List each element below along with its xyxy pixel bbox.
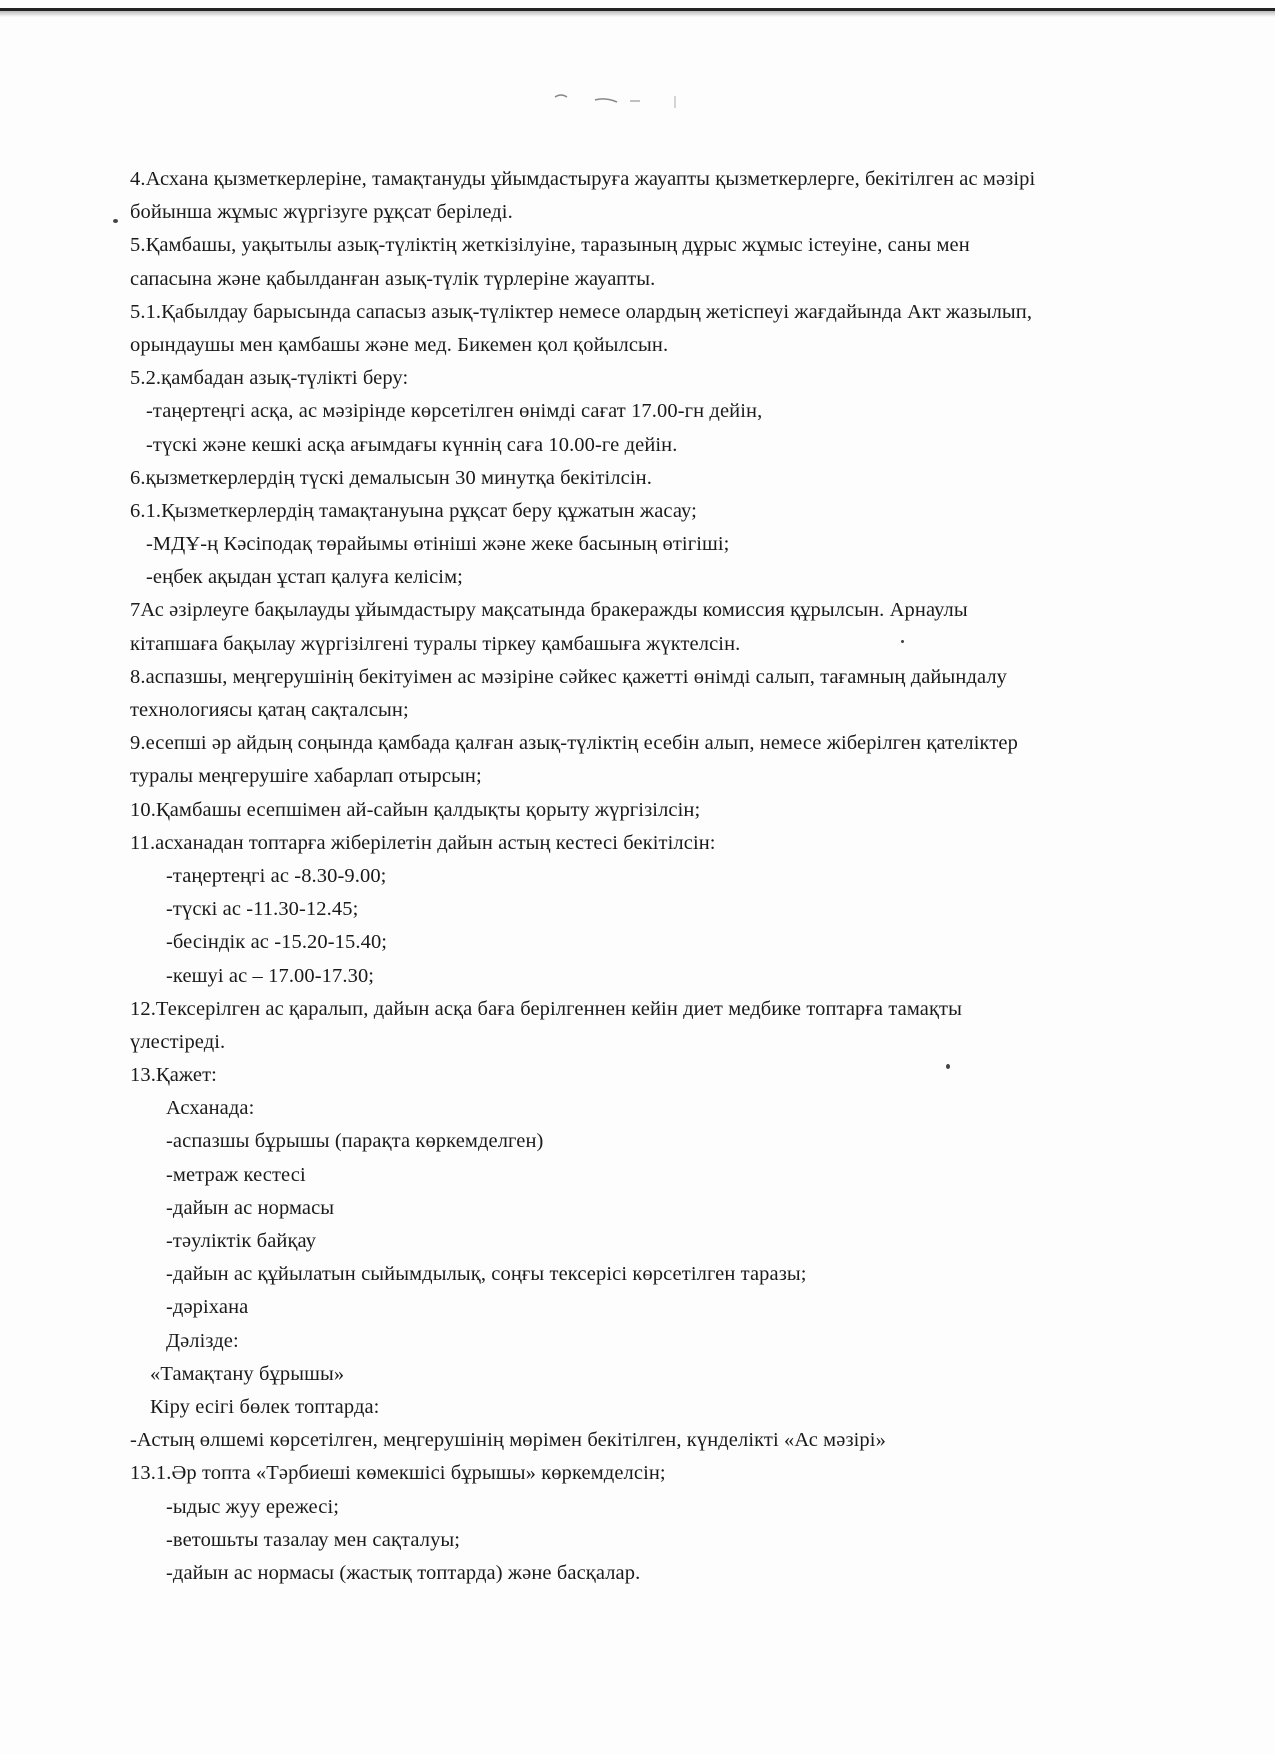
document-line: 7Ас әзірлеуге бақылауды ұйымдастыру мақсатында бракеражды комиссия құрылсын. Арнаулы [130,599,968,622]
document-line: -бесіндік ас -15.20-15.40; [166,931,388,954]
document-line: 5.1.Қабылдау барысында сапасыз азық-түліктер немесе олардың жетіспеуі жағдайында Акт жазылып, [130,300,1033,323]
document-line: 5.2.қамбадан азық-түлікті беру: [130,367,409,390]
scan-top-shadow [0,11,1275,17]
document-line: туралы меңгерушіге хабарлап отырсын; [130,765,482,788]
document-line: кітапшаға бақылау жүргізілгені туралы тіркеу қамбашыға жүктелсін. [130,632,741,655]
document-line: -дайын ас нормасы (жастық топтарда) және басқалар. [166,1561,641,1584]
document-line: -еңбек ақыдан ұстап қалуға келісім; [146,566,463,589]
document-line: сапасына және қабылданған азық-түлік түрлеріне жауапты. [130,267,656,290]
document-line: 9.есепші әр айдың соңында қамбада қалған азық-түліктің есебін алып, немесе жіберілген қателіктер [130,732,1018,755]
document-body [130,163,1240,1590]
document-line: Асханада: [166,1097,255,1120]
document-line: 5.Қамбашы, уақытылы азық-түліктің жеткізілуіне, таразының дұрыс жұмыс істеуіне, саны мен [130,234,970,257]
document-line: -ыдыс жуу ережесі; [166,1495,340,1518]
document-line: «Тамақтану бұрышы» [150,1362,345,1385]
document-line: үлестіреді. [130,1030,226,1053]
document-line: 6.қызметкерлердің түскі демалысын 30 минутқа бекітілсін. [130,466,652,489]
document-line: 6.1.Қызметкерлердің тамақтануына рұқсат беру құжатын жасау; [130,499,697,522]
document-line: 8.аспазшы, меңгерушінің бекітуімен ас мәзіріне сәйкес қажетті өнімді салып, тағамның дайындалу [130,665,1008,688]
document-line: -түскі ас -11.30-12.45; [166,898,359,921]
document-line: -метраж кестесі [166,1163,306,1186]
document-line: -ветошьты тазалау мен сақталуы; [166,1528,461,1551]
document-line: орындаушы мен қамбашы және мед. Бикемен қол қойылсын. [130,333,669,356]
document-line: -таңертеңгі ас -8.30-9.00; [166,864,387,887]
scan-speck [113,219,118,223]
document-line: 10.Қамбашы есепшімен ай-сайын қалдықты қорыту жүргізілсін; [130,798,701,821]
document-line: 4.Асхана қызметкерлеріне, тамақтануды ұйымдастыруға жауапты қызметкерлерге, бекітілген ас мәзірі [130,168,1036,190]
document-line: -дәріхана [166,1296,249,1319]
document-line: 12.Тексерілген ас қаралып, дайын асқа баға берілгеннен кейін диет медбике топтарға тамақты [130,997,962,1020]
document-line: 13.Қажет: [130,1064,217,1087]
document-line: -таңертеңгі асқа, ас мәзірінде көрсетілген өнімді сағат 17.00-гн дейін, [146,400,763,423]
document-line: технологиясы қатаң сақталсын; [130,699,409,721]
document-line: Кіру есігі бөлек топтарда: [150,1395,380,1418]
document-line: -Астың өлшемі көрсетілген, меңгерушінің мөрімен бекітілген, күнделікті «Ас мәзірі» [130,1429,886,1452]
document-line: -аспазшы бұрышы (парақта көркемделген) [166,1130,544,1153]
scan-smudge-marks [535,92,735,112]
document-line: -кешуі ас – 17.00-17.30; [166,964,375,987]
document-line: -МДҰ-ң Кәсіподақ төрайымы өтініші және жеке басының өтігіші; [146,533,730,556]
document-line: -дайын ас нормасы [166,1196,335,1219]
document-line: 11.асханадан топтарға жіберілетін дайын астың кестесі бекітілсін: [130,831,716,854]
document-line: -түскі және кешкі асқа ағымдағы күннің саға 10.00-ге дейін. [146,433,678,456]
document-line: 13.1.Әр топта «Тәрбиеші көмекшісі бұрышы» көркемделсін; [130,1462,666,1485]
document-line: Дәлізде: [166,1329,239,1352]
document-line: бойынша жұмыс жүргізуге рұқсат беріледі. [130,201,513,224]
document-line: -тәуліктік байқау [166,1230,317,1252]
document-line: -дайын ас құйылатын сыйымдылық, соңғы тексерісі көрсетілген таразы; [166,1263,807,1286]
